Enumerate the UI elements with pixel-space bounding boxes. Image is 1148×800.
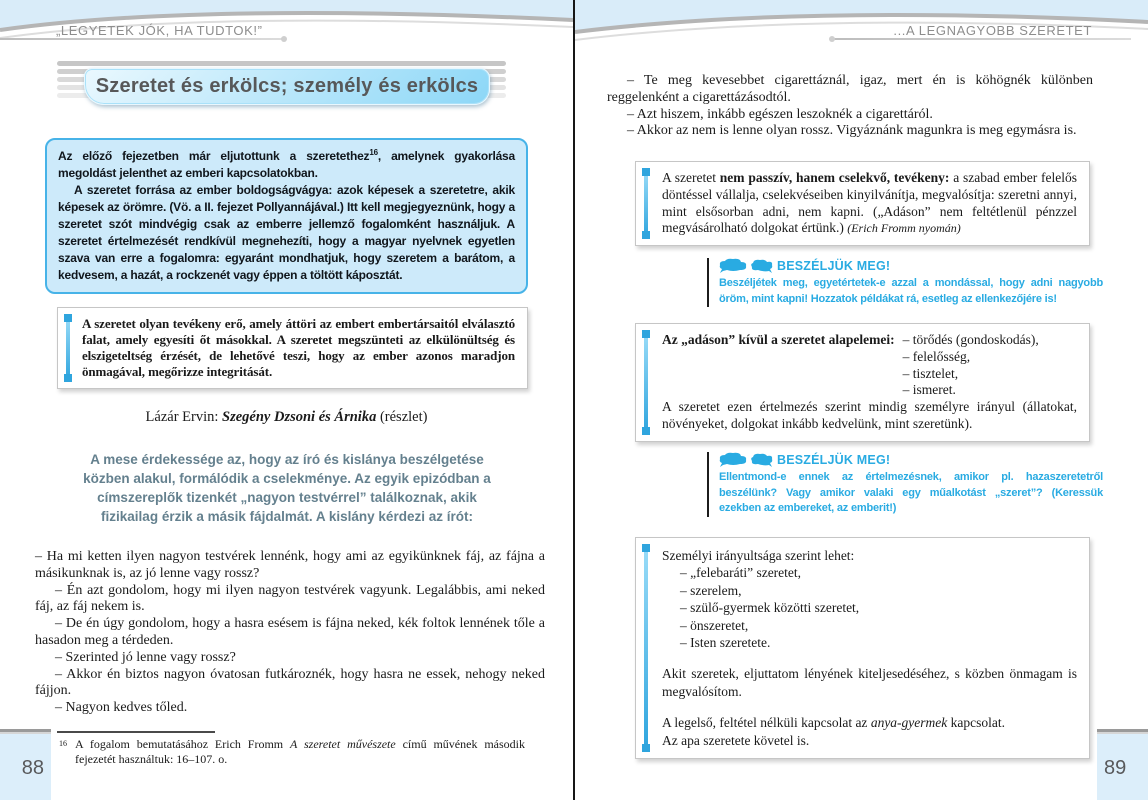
list-item: – tisztelet, [902,365,959,381]
discussion-body: Beszéljétek meg, egyetértetek-e azzal a mondással, hogy adni nagyobb öröm, mint kapni! Hozzatok példákat rá, esetleg az ellenkezőjére is! [719,277,1103,305]
types-p2-rest: kapcsolat. [947,715,1006,731]
page-number-strip [0,729,51,800]
definition-text: A szeretet olyan tevékeny erő, amely áttöri az embert embertársaitól elválasztó falat, amely egyesíti őt másokkal. A szeretet megszünteti az elkülönültség és elszigeteltség érzését, de lehetővé teszi, hogy az ember azonos maradjon önmagával, megőrizze integritását. [82,316,515,379]
list-item: – szerelem, [680,582,742,598]
footnote-marker: 16 [59,739,67,748]
fromm-definition-box [635,161,1090,246]
types-p2-text: A legelső, feltétel nélküli kapcsolat az [662,715,871,731]
accent-bar-cap [642,231,650,239]
running-head-right: ...A LEGNAGYOBB SZERETET [893,23,1092,38]
definition-box [57,307,528,389]
dialogue-line: – Én azt gondolom, hogy mi ilyen nagyon testvérek vagyunk. Legalábbis, ami neked fáj, az fáj nekem is. [35,582,545,615]
accent-bar-cap [642,744,650,752]
chapter-title-banner [84,68,490,105]
spacer [662,700,1077,714]
dialogue-line: – Te meg kevesebbet cigarettáznál, igaz, mert én is köhögnék különben reggelenként a cigarettázásodtól. [607,73,1093,105]
accent-bar [644,332,648,433]
fromm-attribution: (Erich Fromm nyomán) [847,221,961,236]
accent-bar [66,316,70,380]
list-item: – önszeretet, [680,617,749,633]
speech-bubble-icon [719,452,747,467]
types-p2-italic: anya-gyermek [870,715,948,731]
elements-body: A szeretet ezen értelmezés szerint mindig személyre irányul (állatokat, növényeket, dolgokat inkább kedvelünk, mint szeretünk). [662,399,1077,431]
dialogue-line: – Szerinted jó lenne vagy rossz? [55,649,236,665]
page-right [575,0,1148,800]
running-head-rule [0,38,285,40]
elements-label: Az „adáson” kívül a szeretet alapelemei: [662,332,895,347]
list-item: – Isten szeretete. [680,635,771,651]
fromm-text-bold: nem passzív, hanem cselekvő, tevékeny: [719,170,950,185]
accent-bar-cap [642,168,650,176]
types-intro: Személyi irányultsága szerint lehet: [662,548,855,563]
strip-edge [0,729,51,732]
intro-paragraph: A szeretet forrása az ember boldogságvágya: azok képesek a szeretetre, akik képesek az örömre. (Vö. a II. fejezet Pollyannájával.) Itt kell megjegyeznünk, hogy a szeretet szót mindvégig csak az emberre jellemző fogalomként használjuk. A szeretet értelmezését rendkívül megnehezíti, hogy a magyar nyelvnek egyetlen szava van erre a fogalomra: egyaránt mondhatjuk, hogy szeretem a barátom, a kedvesem, a hazát, a rockzenét vagy éppen a töltött káposztát. [58,183,515,282]
stripe [57,61,506,66]
spacer [662,651,1077,665]
discussion-prompt-1 [707,258,1103,307]
types-list [662,564,1077,651]
discussion-body: Ellentmond-e ennek az értelmezésnek, amikor pl. hazaszeretetről beszélünk? Vagy amikor valaki egy műalkotást „szeret”? (Keressük ezekben az embereket, az emberit!) [719,471,1103,515]
running-head-left: „LEGYETEK JÓK, HA TUDTOK!” [56,23,263,38]
page-number: 89 [1104,757,1127,779]
page-number-strip [1097,729,1148,800]
intro-p1-rest: , amelynek gyakorlása megoldást jelenthet az emberi kapcsolatokban. [58,149,515,180]
chapter-title: Szeretet és erkölcs; személy és erkölcs [95,75,479,97]
discussion-title-row [719,452,1103,467]
accent-bar-cap [64,374,72,382]
citation-author: Lázár Ervin: [145,409,223,425]
types-paragraph [662,714,1077,731]
strip-edge [1097,729,1148,732]
citation-note: (részlet) [376,409,428,425]
intro-p1-text: Az előző fejezetben már eljutottunk a szeretethez [58,149,370,163]
discussion-title-row [719,258,1103,273]
list-item: – felelősség, [902,348,971,364]
dialogue-line: – Akkor én biztos nagyon óvatosan futkároznék, hogy hasra ne essek, nehogy neked fájjon. [35,666,545,699]
page-number: 88 [21,757,44,779]
footnote [57,737,525,767]
elements-row [662,332,1077,399]
source-citation [0,409,573,426]
accent-bar-cap [64,314,72,322]
dialogue-excerpt-continued [607,73,1093,140]
fromm-text: A szeretet [662,170,720,185]
accent-bar [644,170,648,237]
list-item: – „felebaráti” szeretet, [680,565,802,581]
types-paragraph: Az apa szeretete követel is. [662,732,810,748]
citation-title: Szegény Dzsoni és Árnika [222,409,377,425]
elements-list [903,332,1077,399]
rule-dot [829,36,835,42]
list-item: – törődés (gondoskodás), [902,332,1039,347]
dialogue-line: – Azt hiszem, inkább egészen leszoknék a cigarettáról. [627,106,933,122]
accent-bar [644,546,648,750]
speech-bubble-icon [751,453,773,467]
discussion-heading: BESZÉLJÜK MEG! [777,452,891,467]
footnote-reference[interactable]: 16 [369,148,378,157]
footnote-rule [57,731,215,733]
speech-bubble-icon [719,258,747,273]
intro-paragraph [58,148,515,182]
dialogue-line: – De én úgy gondolom, hogy a hasra esésem is fájna neked, kék foltok lennének tőle a hasadon meg a térdeden. [35,616,545,648]
list-item: – szülő-gyermek közötti szeretet, [680,600,860,616]
dialogue-excerpt [35,549,545,717]
dialogue-line: – Nagyon kedves tőled. [55,700,188,716]
dialogue-line: – Ha mi ketten ilyen nagyon testvérek lennénk, hogy ami az egyikünknek fáj, az fájna a másikunknak is, az jó lenne vagy rossz? [35,549,545,581]
list-item: – ismeret. [902,382,956,398]
accent-bar-cap [642,544,650,552]
accent-bar-cap [642,330,650,338]
fromm-text-rest: a szabad ember felelős döntéssel vállalja, cselekvéseiben kinyilvánítja, megvalósítja: szeretni annyi, mint elsősorban adni, nem kapni. („Adáson” nem feltétlenül pénzzel megvásárolható dolgokat értünk.) [662,170,1077,236]
rule-dot [281,36,287,42]
footnote-book-title: A szeretet művészete [290,737,396,751]
love-elements-box [635,323,1090,442]
discussion-prompt-2 [707,452,1103,517]
lead-paragraph: A mese érdekessége az, hogy az író és kislánya beszélgetése közben alakul, formálódik a cselekménye. Az egyik epizódban a címszereplők tizenkét „nagyon testvérrel” találkoznak, akik fizikailag érzik a másik fájdalmát. A kislány kérdezi az írót: [83,452,491,524]
types-paragraph: Akit szeretek, eljuttatom lényének kiteljesedéséhez, s közben önmagam is megvalósítom. [662,666,1077,699]
accent-bar-cap [642,427,650,435]
dialogue-line: – Akkor az nem is lenne olyan rossz. Vigyáznánk magunkra is meg egymásra is. [627,123,1077,139]
discussion-heading: BESZÉLJÜK MEG! [777,258,891,273]
love-types-box [635,537,1090,759]
intro-text-box [45,138,528,294]
speech-bubble-icon [751,259,773,273]
footnote-text: A fogalom bemutatásához Erich Fromm [75,737,290,751]
running-head-rule [831,38,1131,40]
footnote-text-rest: című művének második fejezetét használtuk: 16–107. o. [75,737,525,766]
